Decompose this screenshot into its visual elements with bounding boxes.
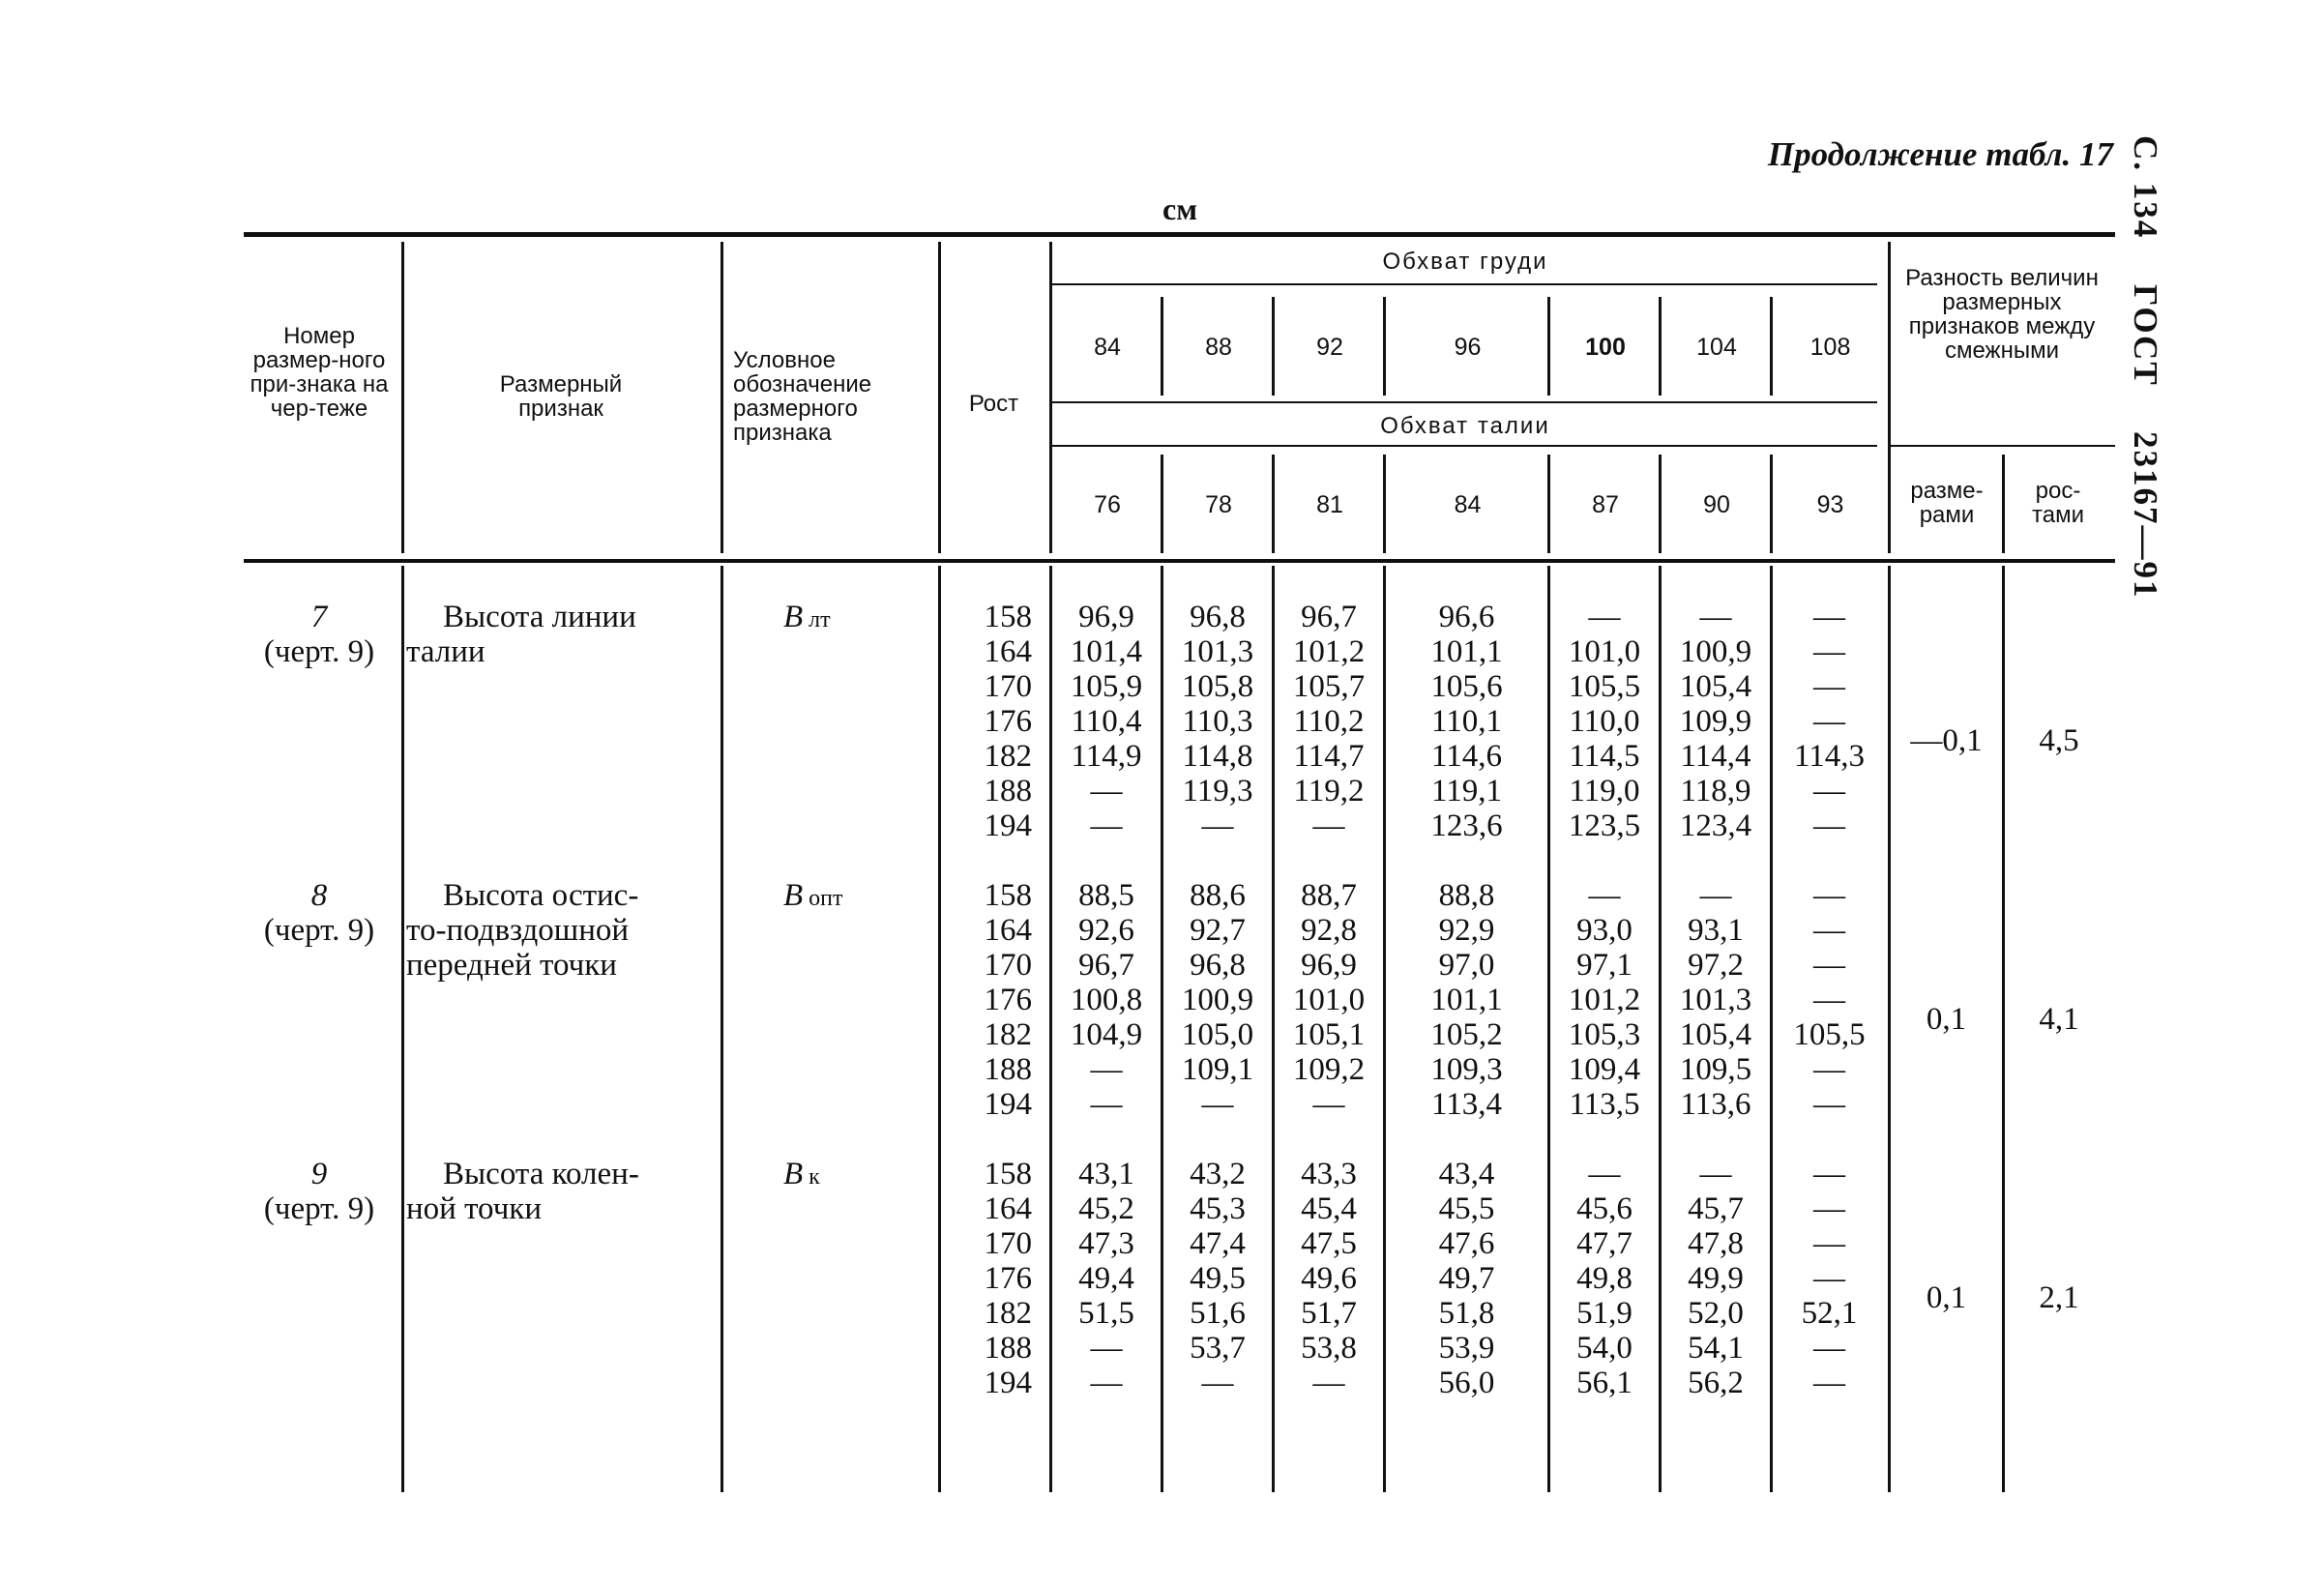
value-column-6 [1662,600,1770,843]
height-cell: 194 [984,1087,1032,1122]
value-cell: 101,0 [1568,634,1641,669]
waist-87: 87 [1592,491,1619,518]
feature-name [406,1157,716,1226]
value-cell: — [1813,1191,1845,1226]
value-cell: 114,9 [1071,739,1142,774]
value-cell: — [1201,1366,1234,1400]
value-cell: — [1201,808,1234,843]
header-symbol: Условное обозначение размерного признака [733,347,872,446]
feature-number [247,600,392,669]
body-vrule-3 [938,566,941,1492]
value-cell: — [1588,878,1621,913]
value-cell: 109,5 [1679,1052,1752,1087]
header-waist: Обхват талии [1380,413,1550,439]
value-cell: 101,2 [1568,983,1641,1017]
header-diff: Разность величин размерных признаков между смежными [1905,265,2099,364]
value-cell: 101,1 [1430,983,1503,1017]
waist-84: 84 [1454,491,1482,518]
feature-name [406,878,716,983]
height-cell: 188 [984,774,1032,808]
value-cell: — [1312,808,1345,843]
chest-96: 96 [1454,334,1482,361]
value-cell: 101,2 [1292,634,1366,669]
value-cell: — [1813,1366,1845,1400]
height-cell: 158 [984,600,1032,634]
vrule-waist-1 [1161,455,1163,553]
value-cell: — [1813,1226,1845,1261]
vrule-waist-2 [1272,455,1275,553]
value-column-6 [1662,1157,1770,1400]
value-cell: 105,3 [1568,1017,1641,1052]
value-cell: 53,7 [1190,1331,1246,1366]
value-cell: 119,1 [1430,774,1503,808]
value-cell: 51,8 [1438,1296,1495,1331]
value-cell: — [1813,948,1845,983]
value-cell: 96,7 [1301,600,1357,634]
value-cell: 45,7 [1688,1191,1744,1226]
value-cell: 54,1 [1688,1331,1744,1366]
value-cell: — [1090,774,1123,808]
value-cell: 114,6 [1430,739,1503,774]
value-cell: 109,9 [1679,704,1752,739]
value-cell: — [1813,669,1845,704]
value-cell: 109,4 [1568,1052,1641,1087]
feature-name [406,600,716,669]
value-cell: 92,6 [1078,913,1134,948]
value-cell: — [1813,1052,1845,1087]
vrule-5 [1888,242,1891,553]
value-cell: 47,7 [1576,1226,1633,1261]
value-cell: 96,8 [1190,600,1246,634]
value-cell: 52,1 [1801,1296,1858,1331]
vrule-chest-1 [1161,297,1163,396]
table-caption: Продолжение табл. 17 [1767,135,2113,173]
value-cell: 123,6 [1430,808,1503,843]
value-cell: 114,7 [1293,739,1365,774]
waist-93: 93 [1816,491,1844,518]
value-cell: 109,1 [1181,1052,1254,1087]
value-cell: — [1813,1261,1845,1296]
value-cell: 47,8 [1688,1226,1744,1261]
feature-name-line: Высота линии [443,600,636,634]
waist-81: 81 [1316,491,1343,518]
feature-name-line: талии [406,634,485,669]
value-cell: 101,1 [1430,634,1503,669]
feature-symbol [783,878,928,916]
value-cell: 88,6 [1190,878,1246,913]
vrule-waist-3 [1383,455,1386,553]
value-cell: — [1312,1366,1345,1400]
value-cell: 97,1 [1576,948,1633,983]
value-cell: — [1090,1331,1123,1366]
height-values [943,1157,1032,1400]
value-cell: — [1813,600,1845,634]
feature-name-line: ной точки [406,1191,542,1226]
body-vrule-2 [721,566,723,1492]
header-chest: Обхват груди [1382,249,1548,275]
vrule-diff [2002,455,2005,553]
value-cell: 56,2 [1688,1366,1744,1400]
height-cell: 188 [984,1052,1032,1087]
height-cell: 176 [984,704,1032,739]
waist-76: 76 [1094,491,1121,518]
value-cell: 118,9 [1680,774,1751,808]
value-cell: 43,4 [1438,1157,1495,1191]
value-column-5 [1550,1157,1659,1400]
value-cell: — [1699,600,1732,634]
chest-108: 108 [1809,334,1851,361]
value-cell: 101,4 [1070,634,1143,669]
value-column-4 [1386,1157,1547,1400]
value-cell: — [1813,808,1845,843]
value-cell: 88,8 [1438,878,1495,913]
height-cell: 176 [984,1261,1032,1296]
value-cell: 43,2 [1190,1157,1246,1191]
value-cell: 105,4 [1679,669,1752,704]
height-cell: 194 [984,808,1032,843]
height-cell: 182 [984,1017,1032,1052]
value-cell: 105,8 [1181,669,1254,704]
value-cell: 47,6 [1438,1226,1495,1261]
value-cell: — [1813,1157,1845,1191]
value-cell: 49,6 [1301,1261,1357,1296]
value-cell: 113,6 [1680,1087,1751,1122]
value-cell: 45,4 [1301,1191,1357,1226]
value-cell: — [1090,1366,1123,1400]
value-cell: 101,0 [1292,983,1366,1017]
value-cell: 47,4 [1190,1226,1246,1261]
vrule-waist-6 [1770,455,1773,553]
value-cell: 51,6 [1190,1296,1246,1331]
diff-title-rule [1891,445,2115,447]
feature-name-line: Высота остис- [443,878,639,913]
feature-symbol [783,600,928,637]
standard-name: ГОСТ [2127,284,2164,387]
value-column-2 [1163,600,1272,843]
value-cell: 109,3 [1430,1052,1503,1087]
value-cell: 113,5 [1569,1087,1640,1122]
height-cell: 164 [984,1191,1032,1226]
value-cell: 105,2 [1430,1017,1503,1052]
value-cell: 92,8 [1301,913,1357,948]
value-cell: 110,2 [1293,704,1365,739]
value-cell: 114,3 [1793,739,1866,774]
value-cell: 45,2 [1078,1191,1134,1226]
value-cell: 47,5 [1301,1226,1357,1261]
value-cell: 96,8 [1190,948,1246,983]
value-cell: 113,4 [1430,1087,1503,1122]
feature-number [247,878,392,948]
value-cell: 54,0 [1576,1331,1633,1366]
diff-heights-value: 4,5 [2039,723,2079,758]
value-cell: 114,5 [1569,739,1640,774]
value-cell: 105,0 [1181,1017,1254,1052]
header-number: Номер размер-ного при-знака на чер-теже [250,323,389,422]
vrule-waist-4 [1547,455,1550,553]
feature-number [247,1157,392,1226]
drawing-ref: (черт. 9) [263,913,375,948]
value-cell: 105,6 [1430,669,1503,704]
value-column-6 [1662,878,1770,1122]
value-cell: — [1813,983,1845,1017]
value-cell: — [1699,1157,1732,1191]
value-cell: 101,3 [1679,983,1752,1017]
value-cell: — [1813,1331,1845,1366]
value-cell: 51,9 [1576,1296,1633,1331]
vrule-chest-3 [1383,297,1386,396]
height-cell: 182 [984,739,1032,774]
value-cell: 109,2 [1292,1052,1366,1087]
value-cell: 51,7 [1301,1296,1357,1331]
chest-88: 88 [1205,334,1232,361]
feature-name-line: то-подвздошной [406,913,630,948]
value-cell: 123,5 [1568,808,1641,843]
feature-name-line: Высота колен- [443,1157,639,1191]
height-cell: 164 [984,913,1032,948]
header-bottom-rule [244,559,2115,563]
value-cell: 56,1 [1576,1366,1633,1400]
value-column-1 [1052,600,1161,843]
value-column-4 [1386,878,1547,1122]
height-cell: 188 [984,1331,1032,1366]
value-cell: 101,3 [1181,634,1254,669]
value-cell: — [1588,600,1621,634]
value-cell: 100,9 [1181,983,1254,1017]
height-cell: 158 [984,878,1032,913]
feature-number-value: 7 [310,600,328,634]
value-cell: 110,3 [1182,704,1253,739]
value-column-7 [1773,878,1886,1122]
chest-92: 92 [1316,334,1343,361]
vrule-4 [1049,242,1052,553]
value-column-7 [1773,600,1886,843]
value-cell: 49,8 [1576,1261,1633,1296]
value-cell: 104,9 [1070,1017,1143,1052]
height-cell: 158 [984,1157,1032,1191]
value-cell: 105,7 [1292,669,1366,704]
waist-78: 78 [1205,491,1232,518]
value-cell: 114,4 [1680,739,1751,774]
vrule-chest-2 [1272,297,1275,396]
symbol-subscript: опт [809,886,843,911]
vrule-chest-6 [1770,297,1773,396]
height-values [943,878,1032,1122]
value-cell: 49,7 [1438,1261,1495,1296]
value-cell: 88,7 [1301,878,1357,913]
value-cell: 47,3 [1078,1226,1134,1261]
value-cell: — [1813,774,1845,808]
value-cell: 53,8 [1301,1331,1357,1366]
value-column-2 [1163,1157,1272,1400]
value-cell: 49,9 [1688,1261,1744,1296]
value-column-3 [1275,1157,1383,1400]
height-cell: 176 [984,983,1032,1017]
value-cell: 88,5 [1078,878,1134,913]
value-cell: 105,5 [1568,669,1641,704]
vrule-chest-4 [1547,297,1550,396]
value-column-3 [1275,878,1383,1122]
value-cell: — [1090,1052,1123,1087]
height-cell: 170 [984,669,1032,704]
feature-name-line: передней точки [406,948,617,983]
diff-sizes-value: 0,1 [1926,1280,1967,1315]
vrule-2 [721,242,723,553]
value-cell: — [1813,634,1845,669]
value-column-2 [1163,878,1272,1122]
height-cell: 170 [984,948,1032,983]
value-cell: — [1312,1087,1345,1122]
symbol-letter: В [783,1157,804,1191]
value-cell: 110,4 [1071,704,1142,739]
value-column-3 [1275,600,1383,843]
value-cell: 114,8 [1182,739,1253,774]
height-cell: 182 [984,1296,1032,1331]
symbol-subscript: к [809,1164,820,1190]
height-values [943,600,1032,843]
table-top-rule [244,232,2115,237]
value-cell: 96,6 [1438,600,1495,634]
value-cell: 43,3 [1301,1157,1357,1191]
value-cell: 56,0 [1438,1366,1495,1400]
value-cell: 52,0 [1688,1296,1744,1331]
symbol-letter: В [783,600,804,634]
value-cell: 123,4 [1679,808,1752,843]
chest-100: 100 [1585,334,1626,361]
page-side-header [2126,135,2164,634]
value-cell: 53,9 [1438,1331,1495,1366]
value-cell: 96,9 [1301,948,1357,983]
value-cell: — [1588,1157,1621,1191]
height-cell: 164 [984,634,1032,669]
drawing-ref: (черт. 9) [263,1191,375,1226]
value-cell: 96,7 [1078,948,1134,983]
value-cell: 105,5 [1793,1017,1866,1052]
diff-sizes-value: —0,1 [1910,723,1983,758]
value-cell: — [1699,878,1732,913]
chest-104: 104 [1696,334,1737,361]
vrule-1 [401,242,404,553]
value-cell: — [1813,913,1845,948]
value-cell: — [1813,878,1845,913]
value-cell: 100,8 [1070,983,1143,1017]
waist-90: 90 [1703,491,1730,518]
chest-values-rule [1052,401,1877,403]
value-cell: 49,5 [1190,1261,1246,1296]
header-feature: Размерный признак [499,371,623,422]
value-cell: 100,9 [1679,634,1752,669]
body-vrule-1 [401,566,404,1492]
value-column-4 [1386,600,1547,843]
standard-number: 23167—91 [2127,431,2164,600]
value-cell: 93,0 [1576,913,1633,948]
value-cell: 45,6 [1576,1191,1633,1226]
value-cell: — [1201,1087,1234,1122]
value-cell: 119,0 [1569,774,1640,808]
symbol-letter: В [783,878,804,913]
page-number: С. 134 [2127,135,2164,240]
height-cell: 170 [984,1226,1032,1261]
waist-title-rule [1052,445,1877,447]
value-cell: 105,1 [1292,1017,1366,1052]
value-cell: 105,9 [1070,669,1143,704]
drawing-ref: (черт. 9) [263,634,375,669]
height-cell: 194 [984,1366,1032,1400]
value-cell: 96,9 [1078,600,1134,634]
value-column-5 [1550,878,1659,1122]
diff-heights-value: 4,1 [2039,1002,2079,1037]
value-column-1 [1052,1157,1161,1400]
diff-sizes-value: 0,1 [1926,1002,1967,1037]
value-cell: 93,1 [1688,913,1744,948]
chest-84: 84 [1094,334,1121,361]
value-cell: 49,4 [1078,1261,1134,1296]
feature-number-value: 8 [310,878,328,913]
value-cell: 110,1 [1430,704,1503,739]
value-cell: — [1813,1087,1845,1122]
value-cell: 105,4 [1679,1017,1752,1052]
feature-symbol [783,1157,928,1194]
header-diff-sizes: разме-рами [1910,478,1984,528]
vrule-waist-5 [1659,455,1662,553]
value-cell: 97,0 [1438,948,1495,983]
chest-title-rule [1052,283,1877,285]
value-cell: 97,2 [1688,948,1744,983]
value-cell: — [1813,704,1845,739]
value-cell: 45,5 [1438,1191,1495,1226]
value-column-1 [1052,878,1161,1122]
value-column-7 [1773,1157,1886,1400]
value-cell: 110,0 [1569,704,1640,739]
value-cell: 43,1 [1078,1157,1134,1191]
symbol-subscript: лт [809,607,831,632]
vrule-3 [938,242,941,553]
unit-label: см [1162,191,1197,226]
vrule-chest-5 [1659,297,1662,396]
feature-number-value: 9 [310,1157,328,1191]
value-cell: — [1090,808,1123,843]
value-cell: — [1090,1087,1123,1122]
value-cell: 51,5 [1078,1296,1134,1331]
value-cell: 119,2 [1293,774,1365,808]
header-diff-heights: рос-тами [2032,478,2084,528]
header-height: Рост [968,391,1019,417]
diff-heights-value: 2,1 [2039,1280,2079,1315]
value-cell: 92,7 [1190,913,1246,948]
value-cell: 45,3 [1190,1191,1246,1226]
value-cell: 119,3 [1182,774,1253,808]
value-cell: 92,9 [1438,913,1495,948]
value-column-5 [1550,600,1659,843]
